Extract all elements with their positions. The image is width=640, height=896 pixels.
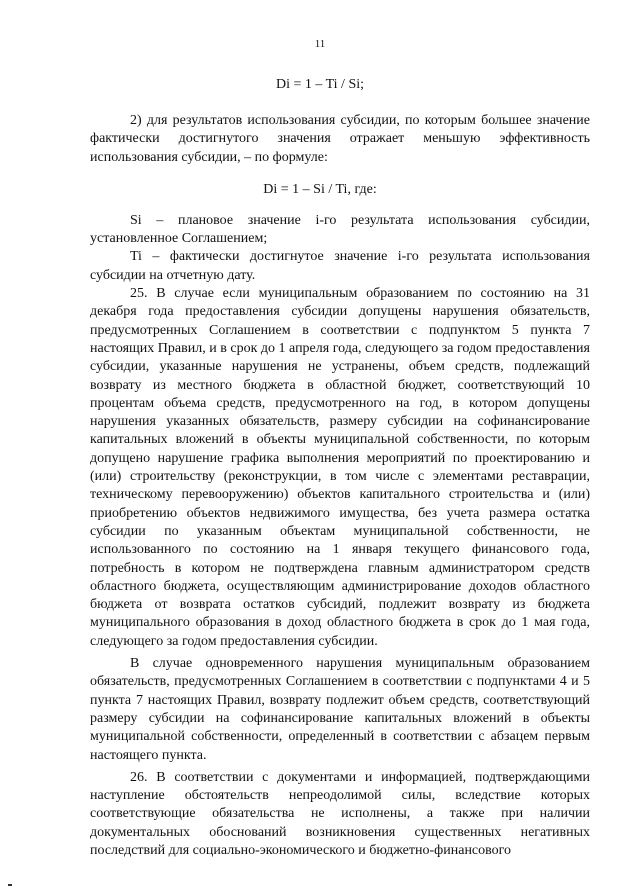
paragraph-25: 25. В случае если муниципальным образованием по состоянию на 31 декабря года предоставления субсидии допущены нарушения обязательств, предусмотренных Соглашением в соответствии с подпунктом 5 пункта 7 настоящих Правил, и в срок до 1 апреля года, следующего за годом предоставления субсидии, указанные нарушения не устранены, объем средств, подлежащий возврату из местного бюджета в областной бюджет, соответствующий 10 процентам объема средств, предусмотренного на год, в котором допущены нарушения указанных обязательств, размеру субсидии на софинансирование капитальных вложений в объекты муниципальной собственности, по которым допущено нарушение графика выполнения мероприятий по проектированию и (или) строительству (реконструкции, в том числе с элементами реставрации, техническому перевооружению) объектов капитального строительства и (или) приобретению объектов недвижимого имущества, без учета размера остатка субсидии по указанным объектам муниципальной собственности, не использованного по состоянию на 1 января текущего финансового года, потребность в котором не подтверждена главным администратором средств областного бюджета, осуществляющим администрирование доходов областного бюджета от возврата остатков субсидий, подлежит возврату из бюджета муниципального образования в доход областного бюджета в срок до 1 мая года, следующего за годом предоставления субсидии. (90, 286, 590, 649)
definition-si: Si – плановое значение i-го результата использования субсидии, установленное Соглашением; (90, 212, 590, 247)
paragraph-26: 26. В соответствии с документами и информацией, подтверждающими наступление обстоятельств непреодолимой силы, вследствие которых соответствующие обязательства не исполнены, а также при наличии документальных обоснований возникновения существенных негативных последствий для социально-экономического и бюджетно-финансового (90, 769, 590, 858)
paragraph-item-2: 2) для результатов использования субсидии, по которым большее значение фактически достигнутого значения отражает меньшую эффективность использования субсидии, – по формуле: (90, 113, 590, 165)
formula-2: Di = 1 – Si / Ti, где: (263, 182, 377, 197)
scan-mark (8, 884, 12, 886)
document-body (90, 112, 590, 860)
formula-1: Di = 1 – Ti / Si; (275, 77, 365, 92)
definition-ti: Ti – фактически достигнутое значение i-го результата использования субсидии на отчетную дату. (90, 249, 590, 283)
page-number: 11 (314, 38, 326, 50)
paragraph-simultaneous-violation: В случае одновременного нарушения муниципальным образованием обязательств, предусмотренных Соглашением в соответствии с подпунктами 4 и 5 пункта 7 настоящих Правил, возврату подлежит объем средств, соответствующий размеру субсидии на софинансирование капитальных вложений в объекты муниципальной собственности, определенный в соответствии с абзацем первым настоящего пункта. (90, 656, 590, 763)
